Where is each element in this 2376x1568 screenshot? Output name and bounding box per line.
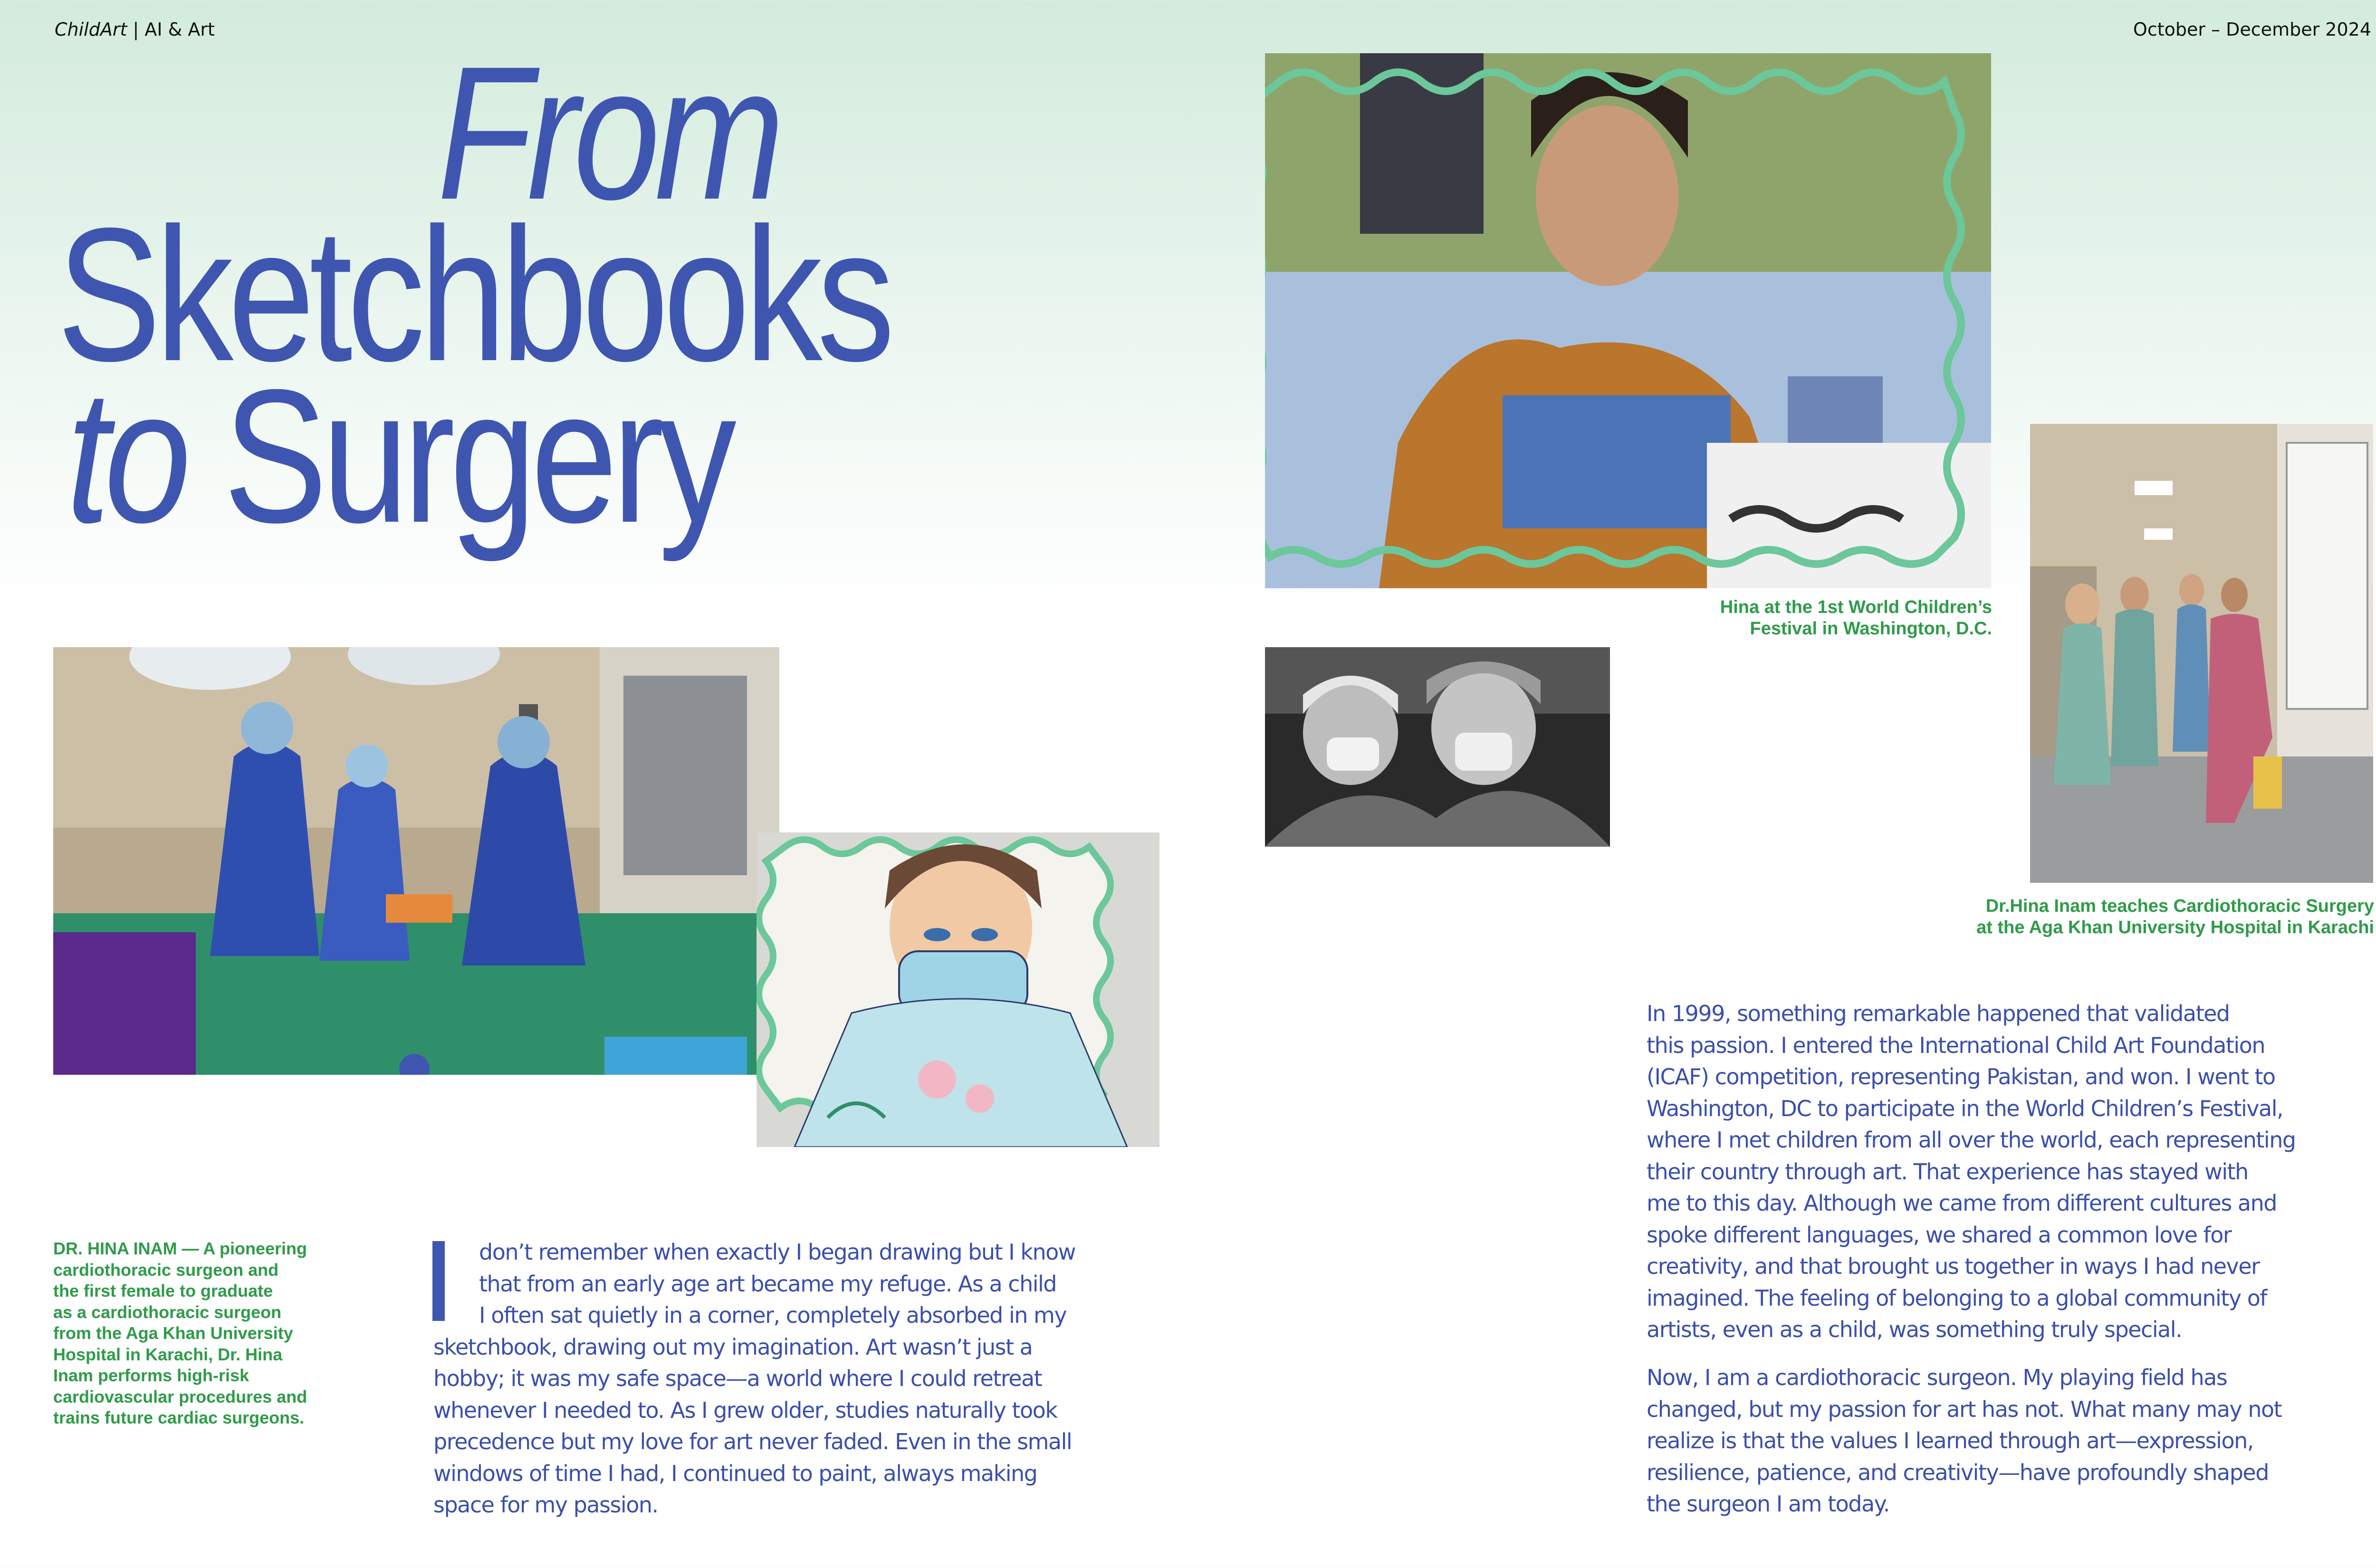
title-line-sketchbooks: Sketchbooks: [57, 188, 890, 401]
body-paragraph-2: In 1999, something remarkable happened that validated this passion. I entered the International Child Art Foundation (ICAF) competition, representing Pakistan, and won. I went to Washington, DC to participate in the World Children’s Festival, where I met children from all over the world, each representing their country through art. That experience has stayed with me to this day. Although we came from different cultures and spoke different languages, we shared a common love for creativity, and that brought us together in ways I had never imagined. The feeling of belonging to a global community of artists, even as a child, was something truly special.: [1647, 1001, 2296, 1342]
magazine-section: | AI & Art: [127, 19, 215, 40]
body-paragraph-1-line: windows of time I had, I continued to paint, always making: [433, 1460, 1037, 1486]
body-paragraph-3: Now, I am a cardiothoracic surgeon. My playing field has changed, but my passion for art has not. What many may not realize is that the values I learned through art—expression, resilience, patience, and creativity—have profoundly shaped the surgeon I am today.: [1647, 1365, 2282, 1517]
surgeons-bw-photo: [1265, 647, 1610, 847]
title-word-to: to: [67, 350, 186, 562]
team-photo-caption: Dr.Hina Inam teaches Cardiothoracic Surgery at the Aga Khan University Hospital in Karachi: [1976, 896, 2374, 937]
body-paragraph-1-line: hobby; it was my safe space—a world where I could retreat: [433, 1366, 1042, 1391]
body-paragraph-1-line: don’t remember when exactly I began drawing but I know: [479, 1239, 1075, 1265]
issue-date: October – December 2024: [2133, 19, 2371, 40]
festival-photo-caption: Hina at the 1st World Children’s Festival in Washington, D.C.: [1720, 597, 1992, 639]
surgical-team-photo: [2030, 424, 2373, 883]
body-paragraph-1-line: precedence but my love for art never faded. Even in the small: [433, 1429, 1072, 1454]
operating-room-photo: [53, 647, 779, 1075]
body-paragraph-1-line: sketchbook, drawing out my imagination. Art wasn’t just a: [433, 1334, 1033, 1360]
body-paragraph-1-line: that from an early age art became my refuge. As a child: [479, 1271, 1057, 1297]
title-line-from: From: [437, 27, 779, 239]
magazine-brand: ChildArt: [55, 19, 127, 40]
title-line-to-surgery: [67, 350, 731, 562]
body-paragraph-1-line: I often sat quietly in a corner, completely absorbed in my: [479, 1302, 1067, 1328]
author-bio: DR. HINA INAM — A pioneering cardiothoracic surgeon and the first female to graduate as a cardiothoracic surgeon from the Aga Khan University Hospital in Karachi, Dr. Hina Inam performs high-risk cardiovascular procedures and trains future cardiac surgeons.: [53, 1239, 307, 1427]
title-word-surgery: Surgery: [185, 350, 731, 562]
festival-photo: [1265, 53, 1991, 588]
body-paragraph-1: [433, 1236, 1175, 1521]
sketch-artwork-photo: [757, 832, 1159, 1147]
body-paragraph-1-line: whenever I needed to. As I grew older, studies naturally took: [433, 1397, 1057, 1423]
body-paragraph-1-line: space for my passion.: [433, 1492, 658, 1518]
body-paragraph-1-text: [433, 1239, 1075, 1518]
magazine-header-left: [55, 19, 215, 40]
